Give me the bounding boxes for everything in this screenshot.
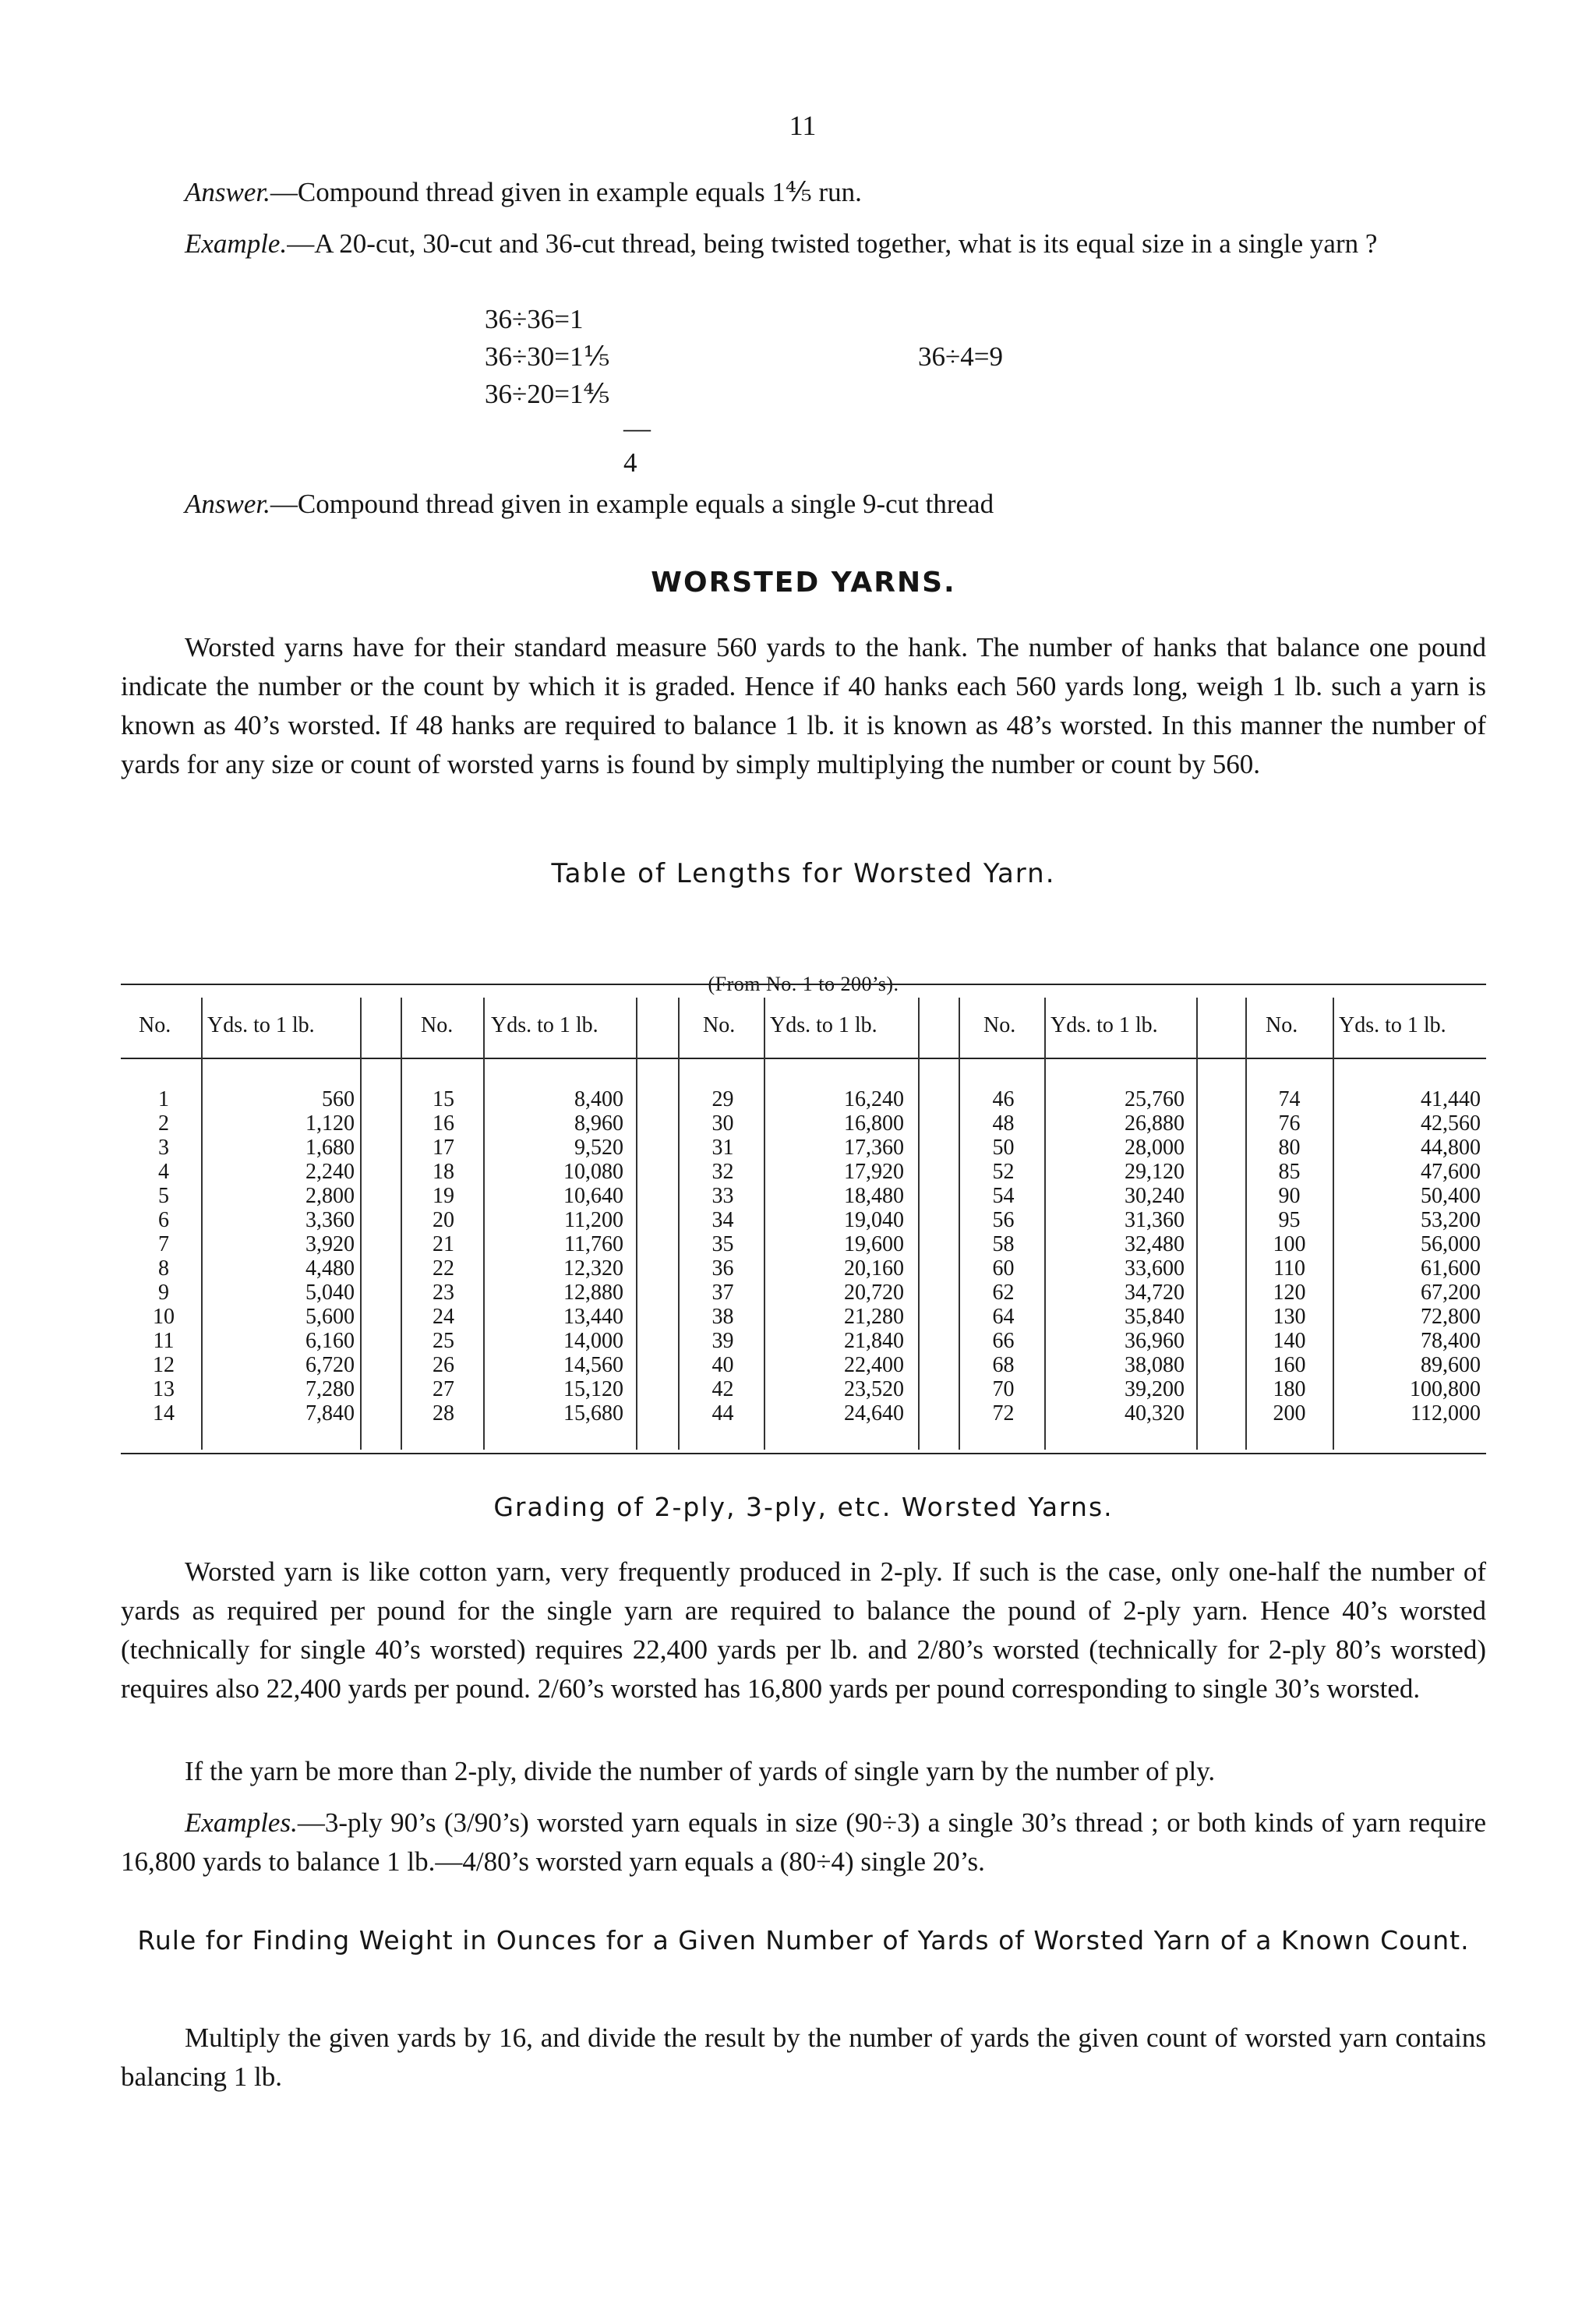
column-divider bbox=[360, 998, 362, 1450]
table-cell: 14,000 bbox=[563, 1329, 623, 1353]
table-cell: 3 bbox=[158, 1136, 169, 1160]
answer-text: —Compound thread given in example equals 1⅘ run. bbox=[270, 177, 862, 207]
table-cell: 8 bbox=[158, 1256, 169, 1281]
table-cell: 100 bbox=[1273, 1232, 1306, 1256]
table-cell: 112,000 bbox=[1411, 1401, 1481, 1425]
table-cell: 41,440 bbox=[1421, 1087, 1481, 1111]
table-cell: 30 bbox=[711, 1111, 734, 1136]
table-cell: 60 bbox=[992, 1256, 1015, 1281]
calc-line-1: 36÷36=1 bbox=[485, 304, 584, 334]
table-cell: 26 bbox=[433, 1353, 454, 1377]
table-column-no bbox=[974, 1087, 1033, 1425]
table-cell: 40,320 bbox=[1125, 1401, 1185, 1425]
table-cell: 3,360 bbox=[305, 1208, 355, 1232]
column-divider bbox=[1044, 998, 1046, 1450]
table-cell: 36 bbox=[711, 1256, 734, 1281]
table-cell: 19,600 bbox=[844, 1232, 904, 1256]
calc-result: 36÷4=9 bbox=[918, 341, 1003, 372]
table-cell: 46 bbox=[992, 1087, 1015, 1111]
table-cell: 74 bbox=[1278, 1087, 1301, 1111]
table-cell: 31,360 bbox=[1125, 1208, 1185, 1232]
example-text: —A 20-cut, 30-cut and 36-cut thread, being twisted together, what is its equal size in a single yarn ? bbox=[287, 228, 1378, 259]
grading-heading: Grading of 2-ply, 3-ply, etc. Worsted Yarns. bbox=[493, 1492, 1114, 1522]
column-divider bbox=[1333, 998, 1334, 1450]
table-cell: 25,760 bbox=[1125, 1087, 1185, 1111]
table-cell: 39 bbox=[711, 1329, 734, 1353]
table-cell: 20,720 bbox=[844, 1281, 904, 1305]
table-cell: 6 bbox=[158, 1208, 169, 1232]
table-cell: 39,200 bbox=[1125, 1377, 1185, 1401]
table-cell: 1 bbox=[158, 1087, 169, 1111]
table-cell: 27 bbox=[433, 1377, 454, 1401]
table-cell: 15 bbox=[433, 1087, 454, 1111]
table-cell: 17,920 bbox=[844, 1160, 904, 1184]
answer-lead: Answer. bbox=[185, 177, 270, 207]
table-cell: 44,800 bbox=[1421, 1136, 1481, 1160]
table-cell: 24 bbox=[433, 1305, 454, 1329]
example-paragraph bbox=[121, 224, 1486, 263]
rule-paragraph: Multiply the given yards by 16, and divide the result by the number of yards the given count of worsted yarn contains balancing 1 lb. bbox=[121, 2023, 1486, 2092]
table-cell: 11 bbox=[153, 1329, 175, 1353]
table-column-yds bbox=[1340, 1087, 1481, 1425]
table-cell: 10,080 bbox=[563, 1160, 623, 1184]
table-cell: 28 bbox=[433, 1401, 454, 1425]
table-cell: 4,480 bbox=[305, 1256, 355, 1281]
calc-total: 4 bbox=[623, 447, 637, 478]
table-cell: 18 bbox=[433, 1160, 454, 1184]
table-cell: 140 bbox=[1273, 1329, 1306, 1353]
table-cell: 32,480 bbox=[1125, 1232, 1185, 1256]
table-cell: 19,040 bbox=[844, 1208, 904, 1232]
worsted-yarns-paragraph: Worsted yarns have for their standard measure 560 yards to the hank. The number of hanks that balance one pound indicate the number or the count by which it is graded. Hence if 40 hanks each 560 yards long, weigh 1 lb. such a yarn is known as 40’s worsted. If 48 hanks are required to balance 1 lb. it is known as 48’s worsted. In this manner the number of yards for any size or count of worsted yarns is found by simply multiplying the number or count by 560. bbox=[121, 632, 1486, 779]
table-cell: 5,600 bbox=[305, 1305, 355, 1329]
table-cell: 20 bbox=[433, 1208, 454, 1232]
column-divider bbox=[1196, 998, 1198, 1450]
table-cell: 85 bbox=[1278, 1160, 1301, 1184]
column-divider bbox=[401, 998, 402, 1450]
table-cell: 6,160 bbox=[305, 1329, 355, 1353]
table-cell: 7 bbox=[158, 1232, 169, 1256]
table-cell: 120 bbox=[1273, 1281, 1306, 1305]
table-cell: 40 bbox=[711, 1353, 734, 1377]
header-yds: Yds. to 1 lb. bbox=[1339, 1013, 1446, 1037]
header-yds: Yds. to 1 lb. bbox=[1050, 1013, 1158, 1037]
table-column-yds bbox=[234, 1087, 355, 1425]
table-cell: 78,400 bbox=[1421, 1329, 1481, 1353]
table-cell: 66 bbox=[992, 1329, 1015, 1353]
table-cell: 47,600 bbox=[1421, 1160, 1481, 1184]
table-cell: 23,520 bbox=[844, 1377, 904, 1401]
table-cell: 15,680 bbox=[563, 1401, 623, 1425]
column-divider bbox=[1245, 998, 1247, 1450]
table-cell: 68 bbox=[992, 1353, 1015, 1377]
table-cell: 53,200 bbox=[1421, 1208, 1481, 1232]
table-cell: 15,120 bbox=[563, 1377, 623, 1401]
table-cell: 52 bbox=[992, 1160, 1015, 1184]
answer-lead-2: Answer. bbox=[185, 489, 270, 519]
table-cell: 56,000 bbox=[1421, 1232, 1481, 1256]
table-cell: 18,480 bbox=[844, 1184, 904, 1208]
ply-paragraph: If the yarn be more than 2-ply, divide the number of yards of single yarn by the number of ply. bbox=[185, 1756, 1216, 1786]
table-cell: 70 bbox=[992, 1377, 1015, 1401]
calc-line-2: 36÷30=1⅕ bbox=[485, 341, 610, 372]
page-number: 11 bbox=[789, 110, 817, 141]
examples-paragraph bbox=[121, 1804, 1486, 1881]
table-cell: 25 bbox=[433, 1329, 454, 1353]
header-yds: Yds. to 1 lb. bbox=[770, 1013, 877, 1037]
table-cell: 12 bbox=[153, 1353, 175, 1377]
table-cell: 50 bbox=[992, 1136, 1015, 1160]
table-cell: 36,960 bbox=[1125, 1329, 1185, 1353]
table-cell: 21,840 bbox=[844, 1329, 904, 1353]
table-cell: 72,800 bbox=[1421, 1305, 1481, 1329]
table-cell: 56 bbox=[992, 1208, 1015, 1232]
table-cell: 34,720 bbox=[1125, 1281, 1185, 1305]
table-cell: 33 bbox=[711, 1184, 734, 1208]
table-cell: 30,240 bbox=[1125, 1184, 1185, 1208]
table-cell: 67,200 bbox=[1421, 1281, 1481, 1305]
table-cell: 160 bbox=[1273, 1353, 1306, 1377]
calc-sum-rule: — bbox=[623, 413, 651, 443]
table-cell: 17 bbox=[433, 1136, 454, 1160]
table-top-rule bbox=[121, 984, 1486, 985]
table-cell: 6,720 bbox=[305, 1353, 355, 1377]
table-title: Table of Lengths for Worsted Yarn. bbox=[551, 858, 1056, 889]
table-cell: 38,080 bbox=[1125, 1353, 1185, 1377]
table-cell: 89,600 bbox=[1421, 1353, 1481, 1377]
table-cell: 24,640 bbox=[844, 1401, 904, 1425]
table-cell: 31 bbox=[711, 1136, 734, 1160]
column-divider bbox=[678, 998, 680, 1450]
table-column-no bbox=[136, 1087, 191, 1425]
header-no: No. bbox=[1266, 1013, 1298, 1037]
table-cell: 16 bbox=[433, 1111, 454, 1136]
table-cell: 32 bbox=[711, 1160, 734, 1184]
header-no: No. bbox=[139, 1013, 171, 1037]
header-no: No. bbox=[703, 1013, 736, 1037]
header-yds: Yds. to 1 lb. bbox=[207, 1013, 315, 1037]
table-column-yds bbox=[775, 1087, 904, 1425]
table-cell: 4 bbox=[158, 1160, 169, 1184]
table-cell: 21 bbox=[433, 1232, 454, 1256]
table-column-yds bbox=[499, 1087, 623, 1425]
table-cell: 13,440 bbox=[563, 1305, 623, 1329]
table-cell: 10 bbox=[153, 1305, 175, 1329]
table-cell: 9 bbox=[158, 1281, 169, 1305]
column-divider bbox=[636, 998, 637, 1450]
table-cell: 22 bbox=[433, 1256, 454, 1281]
table-cell: 76 bbox=[1278, 1111, 1301, 1136]
table-cell: 560 bbox=[322, 1087, 355, 1111]
table-cell: 2 bbox=[158, 1111, 169, 1136]
table-cell: 100,800 bbox=[1410, 1377, 1481, 1401]
table-cell: 13 bbox=[153, 1377, 175, 1401]
table-cell: 110 bbox=[1273, 1256, 1305, 1281]
table-cell: 180 bbox=[1273, 1377, 1306, 1401]
table-cell: 130 bbox=[1273, 1305, 1306, 1329]
table-cell: 72 bbox=[992, 1401, 1015, 1425]
table-column-no bbox=[416, 1087, 471, 1425]
rule-heading: Rule for Finding Weight in Ounces for a Given Number of Yards of Worsted Yarn of a Known Count. bbox=[137, 1925, 1470, 1955]
table-cell: 20,160 bbox=[844, 1256, 904, 1281]
header-no: No. bbox=[421, 1013, 454, 1037]
calc-line-3: 36÷20=1⅘ bbox=[485, 379, 610, 409]
worsted-yarns-heading: WORSTED YARNS. bbox=[651, 567, 956, 599]
table-cell: 29,120 bbox=[1125, 1160, 1185, 1184]
table-cell: 42,560 bbox=[1421, 1111, 1481, 1136]
table-cell: 34 bbox=[711, 1208, 734, 1232]
table-cell: 23 bbox=[433, 1281, 454, 1305]
table-cell: 33,600 bbox=[1125, 1256, 1185, 1281]
column-divider bbox=[959, 998, 960, 1450]
table-cell: 54 bbox=[992, 1184, 1015, 1208]
table-cell: 48 bbox=[992, 1111, 1015, 1136]
table-cell: 42 bbox=[711, 1377, 734, 1401]
table-cell: 29 bbox=[711, 1087, 734, 1111]
table-cell: 64 bbox=[992, 1305, 1015, 1329]
table-cell: 21,280 bbox=[844, 1305, 904, 1329]
table-cell: 200 bbox=[1273, 1401, 1306, 1425]
table-column-yds bbox=[1056, 1087, 1185, 1425]
table-column-no bbox=[694, 1087, 752, 1425]
table-cell: 28,000 bbox=[1125, 1136, 1185, 1160]
table-cell: 38 bbox=[711, 1305, 734, 1329]
answer-paragraph-1 bbox=[185, 173, 1486, 212]
table-cell: 12,880 bbox=[563, 1281, 623, 1305]
table-cell: 8,400 bbox=[574, 1087, 623, 1111]
table-cell: 35,840 bbox=[1125, 1305, 1185, 1329]
column-divider bbox=[918, 998, 920, 1450]
column-divider bbox=[483, 998, 485, 1450]
table-cell: 2,240 bbox=[305, 1160, 355, 1184]
table-cell: 80 bbox=[1278, 1136, 1301, 1160]
table-cell: 37 bbox=[711, 1281, 734, 1305]
grading-paragraph: Worsted yarn is like cotton yarn, very frequently produced in 2-ply. If such is the case, only one-half the number of yards as required per pound for the single yarn are required to balance the pound of 2-ply yarn. Hence 40’s worsted (technically for single 40’s worsted) requires 22,400 yards per lb. and 2/80’s worsted (technically for 2-ply 80’s worsted) requires also 22,400 yards per pound. 2/60’s worsted has 16,800 yards per pound corresponding to single 30’s worsted. bbox=[121, 1556, 1486, 1704]
table-cell: 16,240 bbox=[844, 1087, 904, 1111]
answer-text-2: —Compound thread given in example equals a single 9-cut thread bbox=[270, 489, 994, 519]
table-cell: 44 bbox=[711, 1401, 734, 1425]
table-cell: 90 bbox=[1278, 1184, 1301, 1208]
table-cell: 7,280 bbox=[305, 1377, 355, 1401]
table-bottom-rule bbox=[121, 1453, 1486, 1454]
table-cell: 2,800 bbox=[305, 1184, 355, 1208]
examples-lead: Examples. bbox=[185, 1807, 298, 1838]
table-cell: 14 bbox=[153, 1401, 175, 1425]
table-cell: 17,360 bbox=[844, 1136, 904, 1160]
table-cell: 35 bbox=[711, 1232, 734, 1256]
table-cell: 5,040 bbox=[305, 1281, 355, 1305]
column-divider bbox=[201, 998, 203, 1450]
table-cell: 11,200 bbox=[564, 1208, 623, 1232]
table-cell: 58 bbox=[992, 1232, 1015, 1256]
table-cell: 95 bbox=[1278, 1208, 1301, 1232]
table-cell: 14,560 bbox=[563, 1353, 623, 1377]
table-cell: 1,680 bbox=[305, 1136, 355, 1160]
table-cell: 26,880 bbox=[1125, 1111, 1185, 1136]
table-cell: 8,960 bbox=[574, 1111, 623, 1136]
table-cell: 3,920 bbox=[305, 1232, 355, 1256]
table-cell: 22,400 bbox=[844, 1353, 904, 1377]
header-yds: Yds. to 1 lb. bbox=[491, 1013, 598, 1037]
table-cell: 12,320 bbox=[563, 1256, 623, 1281]
table-cell: 5 bbox=[158, 1184, 169, 1208]
table-cell: 62 bbox=[992, 1281, 1015, 1305]
table-subtitle: (From No. 1 to 200’s). bbox=[708, 973, 899, 995]
examples-text: —3-ply 90’s (3/90’s) worsted yarn equals in size (90÷3) a single 30’s thread ; or both kinds of yarn require 16,800 yards to balance 1 lb.—4/80’s worsted yarn equals a (80÷4) single 20’s. bbox=[121, 1807, 1486, 1877]
table-cell: 9,520 bbox=[574, 1136, 623, 1160]
table-cell: 11,760 bbox=[564, 1232, 623, 1256]
table-cell: 7,840 bbox=[305, 1401, 355, 1425]
table-cell: 10,640 bbox=[563, 1184, 623, 1208]
example-lead: Example. bbox=[185, 228, 288, 259]
table-column-no bbox=[1256, 1087, 1322, 1425]
header-no: No. bbox=[983, 1013, 1016, 1037]
column-divider bbox=[764, 998, 765, 1450]
table-cell: 61,600 bbox=[1421, 1256, 1481, 1281]
table-cell: 50,400 bbox=[1421, 1184, 1481, 1208]
table-cell: 16,800 bbox=[844, 1111, 904, 1136]
table-header-rule bbox=[121, 1058, 1486, 1059]
table-cell: 1,120 bbox=[305, 1111, 355, 1136]
table-cell: 19 bbox=[433, 1184, 454, 1208]
answer-paragraph-2 bbox=[185, 485, 1486, 524]
